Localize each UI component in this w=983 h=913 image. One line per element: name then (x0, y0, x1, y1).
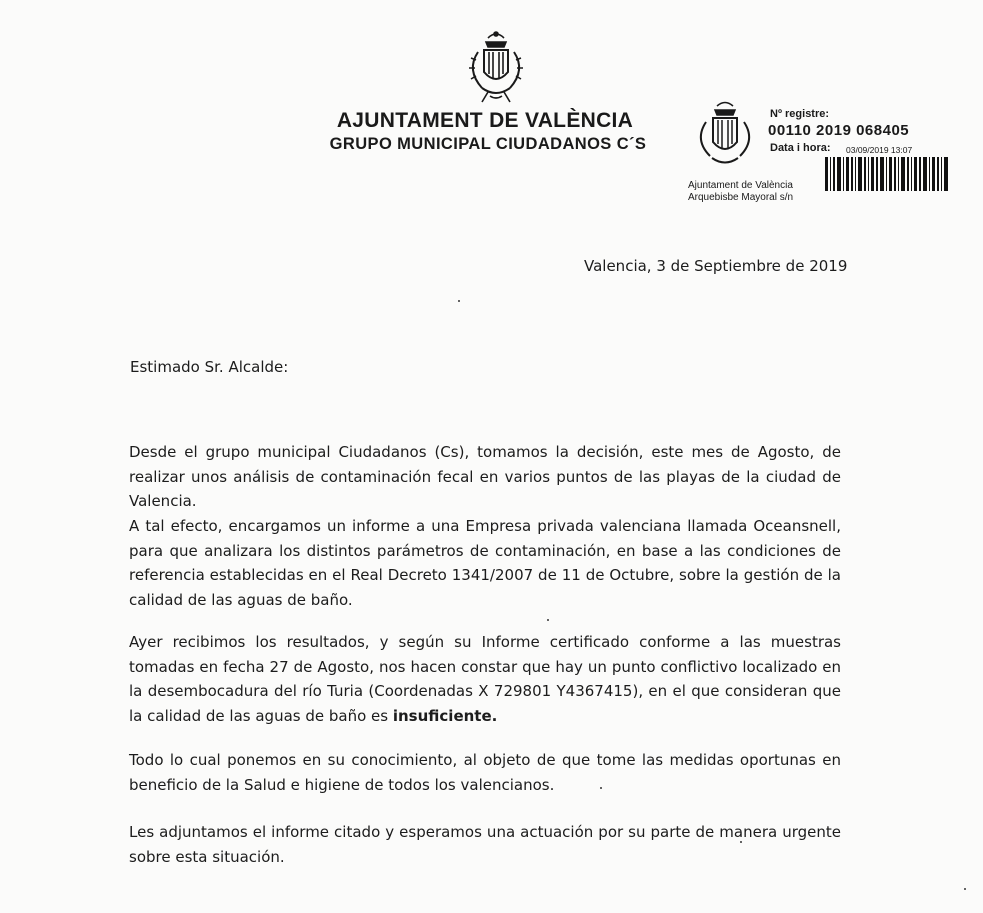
letter-paragraph-4: Todo lo cual ponemos en su conocimiento, al objeto de que tome las medidas oportunas en beneficio de la Salud e higiene de todos los valencianos. (129, 751, 841, 794)
paragraph-3-text: Ayer recibimos los resultados, y según su Informe certificado conforme a las muestras tomadas en fecha 27 de Agosto, nos hacen constar que hay un punto conflictivo localizado en la desembocadura del río Turia (Coordenadas X 729801 Y4367415), en el que consideran que la calidad de las aguas de baño es (129, 633, 841, 725)
registry-number-label: Nº registre: (770, 108, 830, 120)
paragraph-3-emphasis: insuficiente. (392, 706, 498, 725)
letter-place-date: Valencia, 3 de Septiembre de 2019 (584, 257, 848, 275)
letter-salutation: Estimado Sr. Alcalde: (130, 358, 289, 376)
letter-paragraph-2: A tal efecto, encargamos un informe a una Empresa privada valenciana llamada Oceansnell, para que analizara los distintos parámetros de contaminación, en base a las condiciones de referencia establecidas en el Real Decreto 1341/2007 de 11 de Octubre, sobre la gestión de la calidad de las aguas de baño. (129, 517, 841, 609)
letter-paragraph-5: Les adjuntamos el informe citado y esperamos una actuación por su parte de manera urgente sobre esta situación. (129, 823, 841, 866)
stamp-issuer-address: Arquebisbe Mayoral s/n (688, 192, 794, 203)
stamp-issuer-name: Ajuntament de València (688, 180, 793, 191)
registry-datetime-value: 03/09/2019 13:07 (846, 145, 913, 155)
registry-stamp-crest-icon (690, 100, 760, 176)
scan-speck (547, 619, 549, 621)
city-coat-of-arms-icon (462, 30, 530, 108)
city-council-title: AJUNTAMENT DE VALÈNCIA (336, 109, 634, 132)
letter-paragraph-1: Desde el grupo municipal Ciudadanos (Cs), tomamos la decisión, este mes de Agosto, de realizar unos análisis de contaminación fecal en varios puntos de las playas de la ciudad de Valencia. (129, 443, 841, 510)
scan-speck (740, 841, 742, 843)
registry-barcode (825, 157, 949, 191)
registry-datetime-label: Data i hora: (770, 142, 831, 154)
registry-number-value: 00110 2019 068405 (768, 122, 910, 139)
scan-speck (964, 888, 966, 890)
letter-paragraph-3 (129, 630, 841, 728)
scan-speck (600, 787, 602, 789)
municipal-group-subtitle: GRUPO MUNICIPAL CIUDADANOS C´S (329, 135, 647, 153)
scan-speck (458, 300, 460, 302)
